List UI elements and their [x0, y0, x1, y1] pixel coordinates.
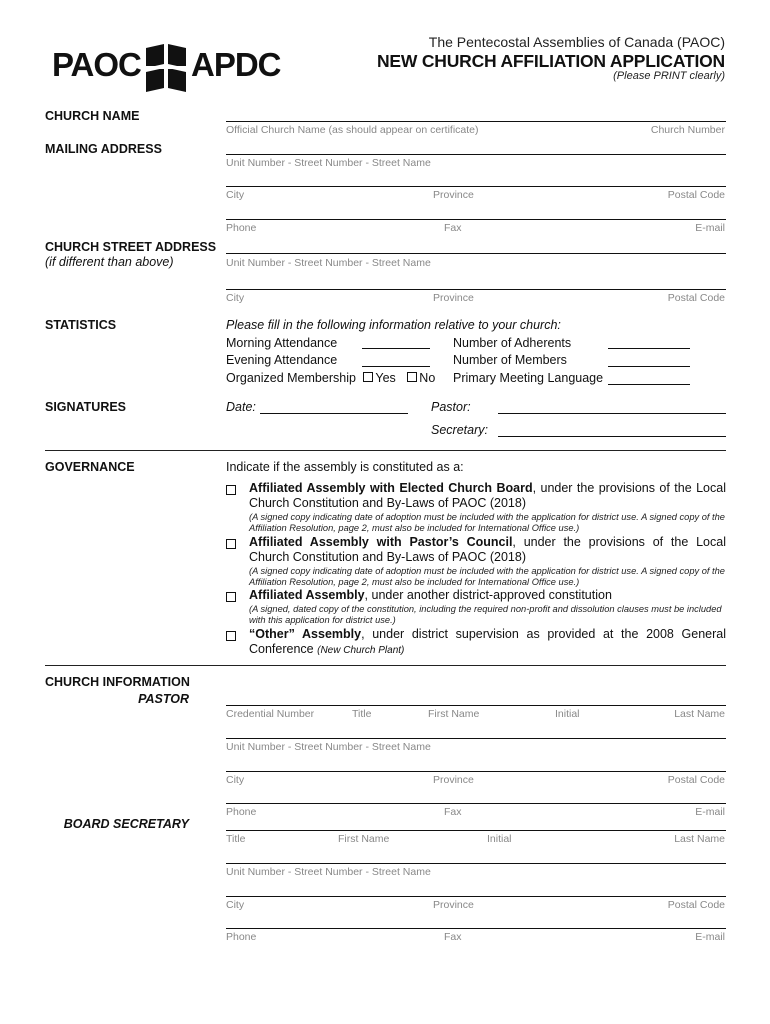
members-label: Number of Members	[453, 353, 567, 367]
option-note: (A signed copy indicating date of adoption must be included with the application for district use. A signed copy of the Affiliation Resolution, page 2, must also be included for International Office use.)	[249, 566, 725, 587]
street-city-caption: City	[226, 292, 245, 304]
no-checkbox[interactable]	[407, 372, 417, 382]
elected-board-checkbox[interactable]	[226, 485, 236, 495]
secretary-fax-caption: Fax	[444, 931, 462, 943]
governance-intro: Indicate if the assembly is constituted as a:	[226, 460, 464, 474]
secretary-title-caption: Title	[226, 833, 246, 845]
date-label: Date:	[226, 400, 256, 414]
governance-option-elected-board	[226, 481, 726, 534]
option-title: Affiliated Assembly	[249, 588, 365, 602]
option-desc: , under the provisions of the Local Church Constitution and By-Laws of PAOC (2018)	[249, 535, 726, 564]
pastor-province-caption: Province	[433, 774, 474, 786]
book-icon	[144, 42, 188, 96]
option-desc: , under district supervision as provided at the 2008 General Conference	[249, 627, 726, 656]
statistics-intro: Please fill in the following information relative to your church:	[226, 318, 561, 332]
mailing-street-caption: Unit Number - Street Number - Street Name	[226, 157, 431, 169]
language-label: Primary Meeting Language	[453, 371, 604, 385]
evening-attendance-field[interactable]	[362, 366, 430, 367]
pastor-name-field[interactable]	[226, 705, 726, 706]
secretary-province-caption: Province	[433, 899, 474, 911]
governance-label: GOVERNANCE	[45, 460, 135, 474]
pastor-street-field[interactable]	[226, 738, 726, 739]
street-address-label: CHURCH STREET ADDRESS	[45, 240, 217, 254]
organized-membership-label: Organized Membership	[226, 371, 356, 385]
mailing-province-caption: Province	[433, 189, 474, 201]
pastor-section-label: PASTOR	[138, 692, 189, 706]
secretary-street-caption: Unit Number - Street Number - Street Name	[226, 866, 431, 878]
divider	[45, 450, 726, 451]
secretary-postal-caption: Postal Code	[667, 899, 725, 911]
secretary-signature-label: Secretary:	[431, 423, 488, 437]
pastor-phone-field[interactable]	[226, 803, 726, 804]
initial-caption: Initial	[555, 708, 580, 720]
print-note: (Please PRINT clearly)	[613, 70, 725, 82]
street-street-caption: Unit Number - Street Number - Street Name	[226, 257, 431, 269]
pastor-email-caption: E-mail	[695, 806, 725, 818]
church-name-caption: Official Church Name (as should appear on certificate)	[226, 124, 479, 136]
adherents-field[interactable]	[608, 348, 690, 349]
church-name-label: CHURCH NAME	[45, 109, 140, 123]
mailing-city-field[interactable]	[226, 186, 726, 187]
morning-attendance-field[interactable]	[362, 348, 430, 349]
language-field[interactable]	[608, 384, 690, 385]
page-title: NEW CHURCH AFFILIATION APPLICATION	[376, 51, 725, 71]
option-tail: (New Church Plant)	[317, 645, 405, 656]
mailing-phone-caption: Phone	[226, 222, 257, 234]
secretary-phone-caption: Phone	[226, 931, 257, 943]
other-checkbox[interactable]	[226, 631, 236, 641]
credential-caption: Credential Number	[226, 708, 315, 720]
mailing-city-caption: City	[226, 189, 245, 201]
yes-checkbox[interactable]	[363, 372, 373, 382]
church-name-field[interactable]	[226, 121, 726, 122]
title-caption: Title	[352, 708, 372, 720]
evening-attendance-label: Evening Attendance	[226, 353, 338, 367]
mailing-email-caption: E-mail	[695, 222, 725, 234]
pastor-fax-caption: Fax	[444, 806, 462, 818]
signatures-label: SIGNATURES	[45, 400, 127, 414]
option-title: “Other” Assembly	[249, 627, 362, 641]
divider	[45, 665, 726, 666]
street-province-caption: Province	[433, 292, 474, 304]
option-desc: , under the provisions of the Local Church Constitution and By-Laws of PAOC (2018)	[249, 481, 726, 510]
secretary-phone-field[interactable]	[226, 928, 726, 929]
yes-label: Yes	[375, 371, 396, 385]
mailing-phone-field[interactable]	[226, 219, 726, 220]
pastor-street-caption: Unit Number - Street Number - Street Name	[226, 741, 431, 753]
morning-attendance-label: Morning Attendance	[226, 336, 338, 350]
street-postal-caption: Postal Code	[667, 292, 725, 304]
street-street-field[interactable]	[226, 253, 726, 254]
board-secretary-label: BOARD SECRETARY	[63, 817, 189, 831]
church-number-caption: Church Number	[650, 124, 725, 136]
secretary-first-name-caption: First Name	[338, 833, 390, 845]
governance-option-affiliated	[226, 588, 726, 626]
secretary-initial-caption: Initial	[487, 833, 512, 845]
pastor-signature-field[interactable]	[498, 413, 726, 414]
logo-text-apdc: APDC	[191, 46, 281, 83]
street-address-sublabel: (if different than above)	[45, 255, 174, 269]
pastors-council-checkbox[interactable]	[226, 539, 236, 549]
mailing-address-label: MAILING ADDRESS	[45, 142, 162, 156]
pastor-city-field[interactable]	[226, 771, 726, 772]
paoc-apdc-logo	[52, 42, 284, 96]
organization-name: The Pentecostal Assemblies of Canada (PAOC)	[428, 34, 725, 50]
adherents-label: Number of Adherents	[453, 336, 572, 350]
organized-membership-row	[226, 371, 435, 385]
secretary-city-field[interactable]	[226, 896, 726, 897]
secretary-name-field[interactable]	[226, 830, 726, 831]
secretary-last-name-caption: Last Name	[674, 833, 725, 845]
members-field[interactable]	[608, 366, 690, 367]
governance-option-pastors-council	[226, 535, 726, 588]
option-note: (A signed, dated copy of the constitution, including the required non-profit and dissolution clauses must be included with this application for district use.)	[249, 604, 722, 625]
mailing-postal-caption: Postal Code	[667, 189, 725, 201]
date-field[interactable]	[260, 413, 408, 414]
last-name-caption: Last Name	[674, 708, 725, 720]
mailing-fax-caption: Fax	[444, 222, 462, 234]
street-city-field[interactable]	[226, 289, 726, 290]
pastor-signature-label: Pastor:	[431, 400, 471, 414]
logo-text-paoc: PAOC	[52, 46, 141, 83]
pastor-postal-caption: Postal Code	[667, 774, 725, 786]
secretary-street-field[interactable]	[226, 863, 726, 864]
option-title: Affiliated Assembly with Elected Church Board	[249, 481, 533, 495]
pastor-city-caption: City	[226, 774, 245, 786]
secretary-city-caption: City	[226, 899, 245, 911]
church-information-label: CHURCH INFORMATION	[45, 675, 190, 689]
option-title: Affiliated Assembly with Pastor’s Council	[249, 535, 513, 549]
no-label: No	[419, 371, 436, 385]
affiliated-checkbox[interactable]	[226, 592, 236, 602]
option-note: (A signed copy indicating date of adoption must be included with the application for district use. A signed copy of the Affiliation Resolution, page 2, must also be included for International Office use.)	[249, 512, 725, 533]
option-desc: , under another district-approved constitution	[364, 588, 612, 602]
first-name-caption: First Name	[428, 708, 480, 720]
statistics-label: STATISTICS	[45, 318, 117, 332]
secretary-signature-field[interactable]	[498, 436, 726, 437]
mailing-street-field[interactable]	[226, 154, 726, 155]
governance-option-other	[226, 627, 726, 658]
pastor-phone-caption: Phone	[226, 806, 257, 818]
secretary-email-caption: E-mail	[695, 931, 725, 943]
